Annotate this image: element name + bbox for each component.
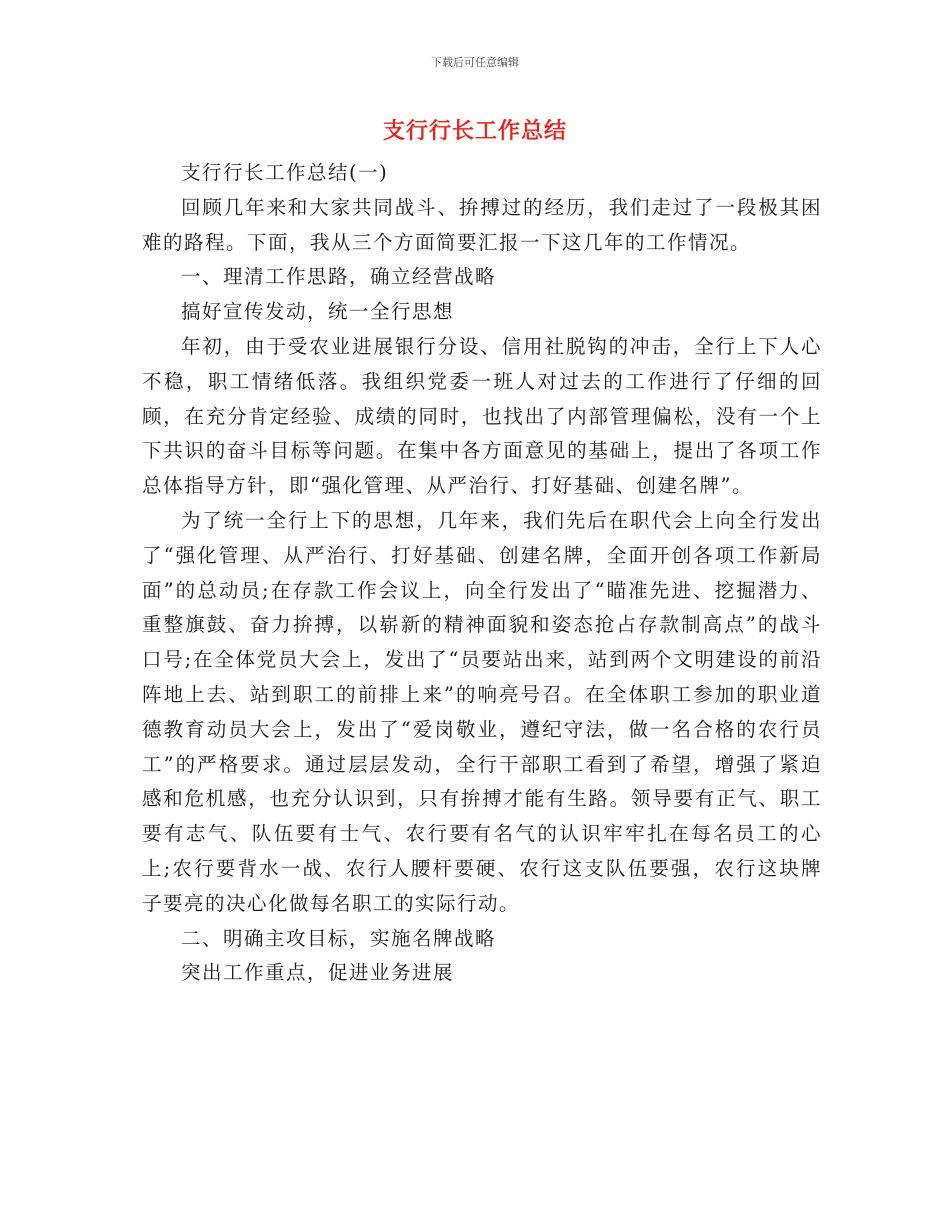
- document-title: 支行行长工作总结: [382, 119, 567, 144]
- subtitle-paragraph: 支行行长工作总结(一): [181, 161, 389, 184]
- section-heading-1: 一、理清工作思路，确立经营战略: [181, 265, 497, 289]
- body-paragraph: 年初，由于受农业进展银行分设、信用社脱钩的冲击，全行上下人心不稳，职工情绪低落。我组织党委一班人对过去的工作进行了仔细的回顾，在充分肯定经验、成绩的同时，也找出了内部管理偏松，没有一个上下共识的奋斗目标等问题。在集中各方面意见的基础上，提出了各项工作总体指导方针，即“强化管理、从严治行、打好基础、创建名牌”。: [142, 334, 822, 498]
- section-heading-2: 二、明确主攻目标，实施名牌战略: [181, 926, 497, 950]
- document-body: [142, 156, 822, 991]
- intro-paragraph: 回顾几年来和大家共同战斗、拚搏过的经历，我们走过了一段极其困难的路程。下面，我从三个方面简要汇报一下这几年的工作情况。: [142, 195, 822, 254]
- subsection-heading-2: 突出工作重点，促进业务进展: [181, 961, 455, 985]
- subsection-heading-1: 搞好宣传发动，统一全行思想: [181, 300, 455, 324]
- body-paragraph: 为了统一全行上下的思想，几年来，我们先后在职代会上向全行发出了“强化管理、从严治行、打好基础、创建名牌，全面开创各项工作新局面”的总动员;在存款工作会议上，向全行发出了“瞄准先进、挖掘潜力、重整旗鼓、奋力拚搏，以崭新的精神面貌和姿态抢占存款制高点”的战斗口号;在全体党员大会上，发出了“员要站出来，站到两个文明建设的前沿阵地上去、站到职工的前排上来”的响亮号召。在全体职工参加的职业道德教育动员大会上，发出了“爱岗敬业，遵纪守法，做一名合格的农行员工”的严格要求。通过层层发动，全行干部职工看到了希望，增强了紧迫感和危机感，也充分认识到，只有拚搏才能有生路。领导要有正气、职工要有志气、队伍要有士气、农行要有名气的认识牢牢扎在每名员工的心上;农行要背水一战、农行人腰杆要硬、农行这支队伍要强，农行这块牌子要亮的决心化做每名职工的实际行动。: [142, 508, 822, 915]
- page-header: 下载后可任意编辑: [431, 56, 519, 69]
